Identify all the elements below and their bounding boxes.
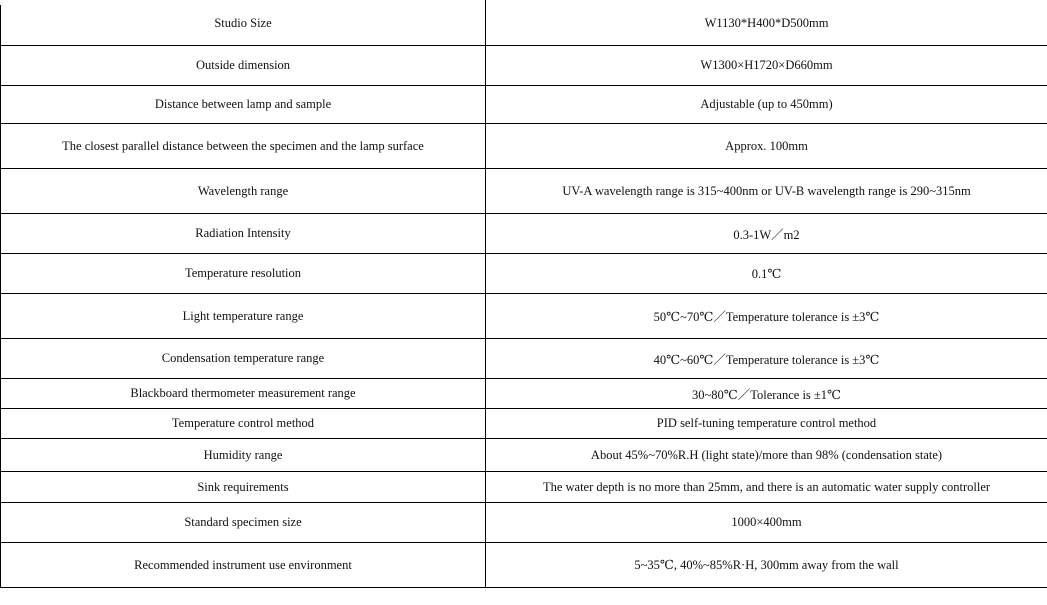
column-divider-tick [485, 0, 486, 5]
row-value: UV-A wavelength range is 315~400nm or UV-B wavelength range is 290~315nm [486, 169, 1047, 214]
table-row [1, 439, 1047, 472]
table-row [1, 503, 1047, 543]
table-row [1, 46, 1047, 86]
row-label: The closest parallel distance between the specimen and the lamp surface [1, 124, 486, 169]
row-label: Studio Size [1, 1, 486, 46]
table-row [1, 543, 1047, 588]
table-row [1, 1, 1047, 46]
row-value: The water depth is no more than 25mm, and there is an automatic water supply controller [486, 472, 1047, 503]
row-label: Outside dimension [1, 46, 486, 86]
table-row [1, 214, 1047, 254]
table-row [1, 379, 1047, 409]
row-value: 50℃~70℃／Temperature tolerance is ±3℃ [486, 294, 1047, 339]
row-value: 5~35℃, 40%~85%R·H, 300mm away from the wall [486, 543, 1047, 588]
row-label: Humidity range [1, 439, 486, 472]
row-value: W1300×H1720×D660mm [486, 46, 1047, 86]
table-row [1, 294, 1047, 339]
row-label: Light temperature range [1, 294, 486, 339]
row-label: Radiation Intensity [1, 214, 486, 254]
row-label: Condensation temperature range [1, 339, 486, 379]
table-row [1, 254, 1047, 294]
cropped-top-edge [0, 0, 1047, 5]
table-row [1, 124, 1047, 169]
table-row [1, 409, 1047, 439]
table-row [1, 86, 1047, 124]
row-value: 0.3-1W／m2 [486, 214, 1047, 254]
row-label: Standard specimen size [1, 503, 486, 543]
row-label: Recommended instrument use environment [1, 543, 486, 588]
row-label: Sink requirements [1, 472, 486, 503]
row-label: Temperature resolution [1, 254, 486, 294]
row-value: Adjustable (up to 450mm) [486, 86, 1047, 124]
row-value: 40℃~60℃／Temperature tolerance is ±3℃ [486, 339, 1047, 379]
row-value: About 45%~70%R.H (light state)/more than 98% (condensation state) [486, 439, 1047, 472]
row-value: 0.1℃ [486, 254, 1047, 294]
row-value: PID self-tuning temperature control method [486, 409, 1047, 439]
row-value: W1130*H400*D500mm [486, 1, 1047, 46]
row-value: Approx. 100mm [486, 124, 1047, 169]
row-label: Blackboard thermometer measurement range [1, 379, 486, 409]
row-label: Temperature control method [1, 409, 486, 439]
table-row [1, 339, 1047, 379]
table-row [1, 169, 1047, 214]
row-label: Distance between lamp and sample [1, 86, 486, 124]
row-label: Wavelength range [1, 169, 486, 214]
row-value: 1000×400mm [486, 503, 1047, 543]
table-row [1, 472, 1047, 503]
row-value: 30~80℃／Tolerance is ±1℃ [486, 379, 1047, 409]
